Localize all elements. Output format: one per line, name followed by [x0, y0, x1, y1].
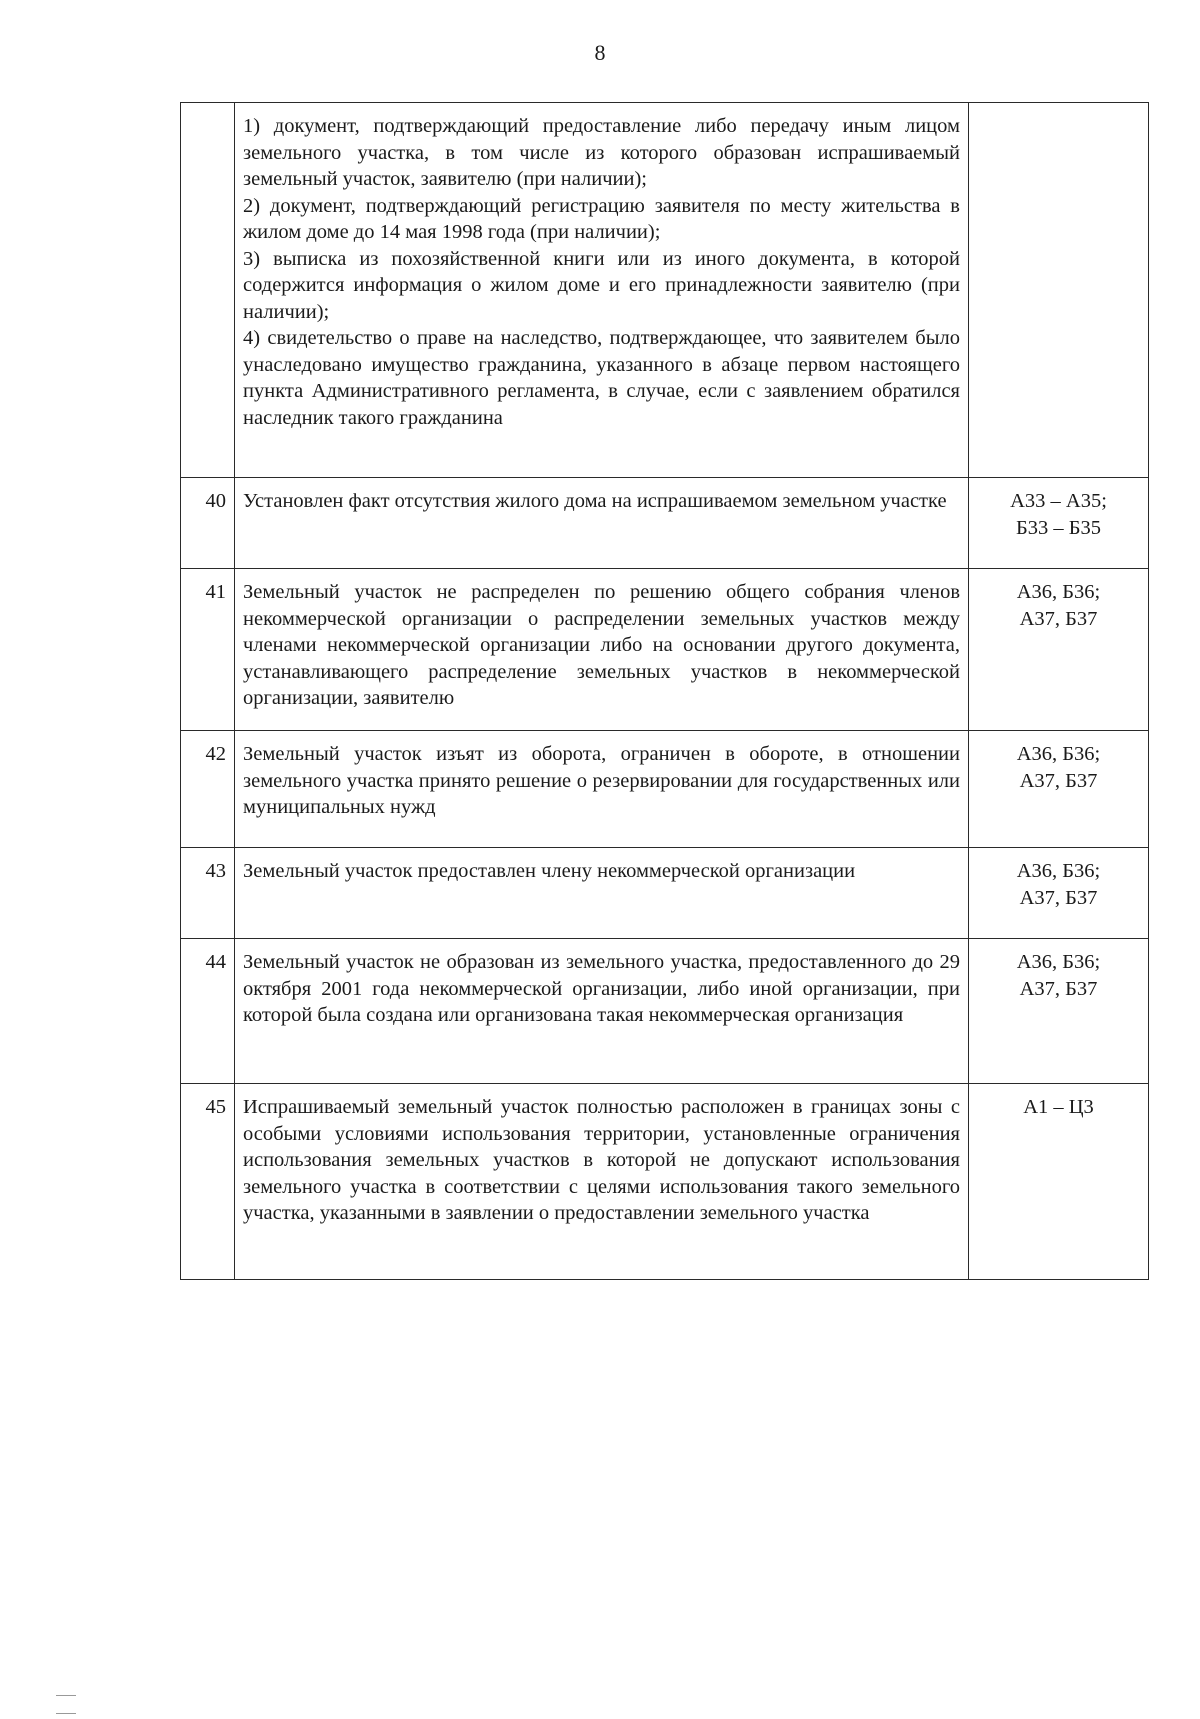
scan-mark: [56, 1713, 76, 1714]
row-number-cell: 43: [181, 848, 235, 939]
row-number-cell: 40: [181, 478, 235, 569]
code-line: А36, Б36;: [1016, 743, 1101, 765]
scan-marks: [56, 1683, 112, 1685]
row-codes-cell: [969, 848, 1149, 939]
row-codes-cell: [969, 731, 1149, 848]
code-line: А33 – А35;: [1010, 490, 1107, 512]
row-number-cell: 45: [181, 1084, 235, 1280]
code-line: А36, Б36;: [1016, 951, 1101, 973]
row-text-cell: [235, 103, 969, 478]
code-line: А1 – Ц3: [1023, 1096, 1094, 1118]
row-text-cell: Земельный участок не образован из земельного участка, предоставленного до 29 октября 2001 года некоммерческой организации, либо иной организации, при которой была создана или организована такая некоммерческая организация: [235, 939, 969, 1084]
code-line: А37, Б37: [1019, 886, 1098, 909]
table-row: [181, 939, 1149, 1084]
code-line: А37, Б37: [1019, 977, 1098, 1000]
document-list-item: 3) выписка из похозяйственной книги или из иного документа, в которой содержится информация о жилом доме и его принадлежности заявителю (при наличии);: [243, 247, 960, 323]
code-line: А37, Б37: [1019, 607, 1098, 630]
row-number-cell: 41: [181, 569, 235, 731]
document-list-item: 4) свидетельство о праве на наследство, подтверждающее, что заявителем было унаследовано имущество гражданина, указанного в абзаце первом настоящего пункта Административного регламента, в случае, если с заявлением обратился наследник такого гражданина: [243, 327, 960, 429]
table-row-continuation: [181, 103, 1149, 478]
code-line: А37, Б37: [1019, 769, 1098, 792]
page-number: 8: [594, 40, 606, 65]
code-line: Б33 – Б35: [1015, 516, 1102, 539]
table-row: [181, 478, 1149, 569]
document-list-item: 2) документ, подтверждающий регистрацию заявителя по месту жительства в жилом доме до 14 мая 1998 года (при наличии);: [243, 194, 960, 243]
row-codes-cell: [969, 569, 1149, 731]
requirements-table: [180, 102, 1149, 1280]
row-number-cell: 42: [181, 731, 235, 848]
table-row: [181, 731, 1149, 848]
row-text-cell: Земельный участок изъят из оборота, ограничен в обороте, в отношении земельного участка принято решение о резервировании для государственных или муниципальных нужд: [235, 731, 969, 848]
row-codes-cell: [969, 1084, 1149, 1280]
row-text-cell: Установлен факт отсутствия жилого дома на испрашиваемом земельном участке: [235, 478, 969, 569]
row-number-cell: 44: [181, 939, 235, 1084]
row-codes-cell: [969, 103, 1149, 478]
row-number-cell: [181, 103, 235, 478]
row-text-cell: Земельный участок предоставлен члену некоммерческой организации: [235, 848, 969, 939]
row-codes-cell: [969, 939, 1149, 1084]
row-text-cell: Земельный участок не распределен по решению общего собрания членов некоммерческой организации о распределении земельных участков между членами некоммерческой организации либо на основании другого документа, устанавливающего распределение земельных участков в некоммерческой организации, заявителю: [235, 569, 969, 731]
table-row: [181, 1084, 1149, 1280]
table-row: [181, 569, 1149, 731]
code-line: А36, Б36;: [1016, 860, 1101, 882]
row-text-cell: Испрашиваемый земельный участок полностью расположен в границах зоны с особыми условиями использования территории, установленные ограничения использования земельных участков в которой не допускают использования земельного участка в соответствии с целями использования такого земельного участка, указанными в заявлении о предоставлении земельного участка: [235, 1084, 969, 1280]
document-list-item: 1) документ, подтверждающий предоставление либо передачу иным лицом земельного участка, в том числе из которого образован испрашиваемый земельный участок, заявителю (при наличии);: [243, 115, 960, 190]
table-row: [181, 848, 1149, 939]
row-codes-cell: [969, 478, 1149, 569]
code-line: А36, Б36;: [1016, 581, 1101, 603]
